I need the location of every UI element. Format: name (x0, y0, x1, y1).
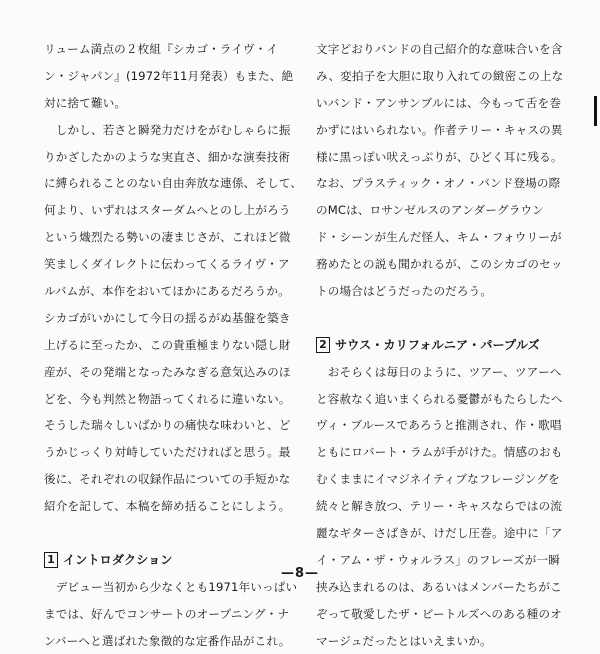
text-line: に縛られることのない自由奔放な連係、そして、 (44, 176, 303, 191)
section-2-body (316, 359, 578, 654)
text-line: うかじっくり対峙していただければと思う。最 (44, 445, 291, 460)
text-line: デビュー当初から少なくとも1971年いっぱい (44, 579, 298, 594)
text-line: 様に黒っぽい吠えっぷりが、ひどく耳に残る。 (316, 149, 563, 164)
text-line: ヴィ・ブルースであろうと推測され、作・歌唱 (316, 418, 562, 433)
text-line: かずにはいられない。作者テリー・キャスの異 (316, 122, 563, 137)
page-number: —8— (280, 566, 320, 581)
text-line: 何より、いずれはスターダムへとのし上がろう (44, 203, 291, 218)
text-line: イ・アム・ザ・ウォルラス」のフレーズが一瞬 (316, 552, 560, 567)
text-line: トの場合はどうだったのだろう。 (316, 284, 493, 299)
text-line: しかし、若さと瞬発力だけをがむしゃらに振 (44, 122, 291, 137)
text-line: 続々と解き放つ、テリー・キャスならではの流 (316, 499, 563, 514)
text-line: 上げるに至ったか、この貴重極まりない隠し財 (44, 337, 291, 352)
text-line: なお、プラスティック・オノ・バンド登場の際 (316, 176, 561, 191)
text-line: み、変拍子を大胆に取り入れての緻密この上な (316, 68, 564, 83)
text-line: ド・シーンが生んだ怪人、キム・フォウリーが (316, 230, 562, 245)
section-2-number: 2 (316, 337, 330, 353)
right-intro-paragraph (316, 36, 578, 305)
text-line: りかざしたかのような実直さ、細かな演奏技術 (44, 149, 291, 164)
text-line: と容赦なく追いまくられる憂鬱がもたらしたヘ (316, 391, 563, 406)
text-line: そうした瑞々しいばかりの痛快な味わいと、ど (44, 418, 291, 433)
left-column (44, 36, 306, 654)
text-line: おそらくは毎日のように、ツアー、ツアーへ (316, 364, 562, 379)
section-2-title: サウス・カリフォルニア・パープルズ (335, 337, 540, 352)
text-line: シカゴがいかにして今日の揺るがぬ基盤を築き (44, 310, 291, 325)
section-gap (316, 305, 578, 332)
text-line: 産が、その発端となったみなぎる意気込みのほ (44, 364, 291, 379)
section-1-number: 1 (44, 552, 58, 568)
text-line: のMCは、ロサンゼルスのアンダーグラウン (316, 203, 544, 218)
text-line: ン・ジャパン』(1972年11月発表）もまた、絶 (44, 68, 294, 83)
text-line: という熾烈たる勢いの凄まじさが、これほど微 (44, 230, 291, 245)
text-line: リューム満点の２枚組『シカゴ・ライヴ・イ (44, 42, 279, 56)
text-line: むくままにイマジネイティブなフレージングを (316, 472, 560, 487)
text-line: マージュだったとはいえまいか。 (316, 633, 492, 648)
text-line: 務めたとの説も聞かれるが、このシカゴのセッ (316, 257, 563, 272)
text-line: ともにロバート・ラムが手がけた。情感のおも (316, 445, 563, 460)
text-line: ンバーへと選ばれた象徴的な定番作品がこれ。 (44, 633, 291, 648)
section-1-title: イントロダクション (63, 552, 173, 567)
text-line: ぞって敬愛したザ・ビートルズへのある種のオ (316, 606, 562, 621)
text-line: 笑ましくダイレクトに伝わってくるライヴ・ア (44, 257, 290, 272)
text-line: 紹介を記して、本稿を締め括ることにしよう。 (44, 499, 291, 514)
text-line: ルバムが、本作をおいてほかにあるだろうか。 (44, 284, 290, 299)
text-line: 後に、それぞれの収録作品についての手短かな (44, 472, 291, 487)
text-line: いバンド・アンサンブルには、今もって舌を巻 (316, 95, 562, 110)
section-1-body (44, 574, 306, 654)
section-gap (44, 520, 306, 547)
left-intro-paragraphs (44, 36, 306, 520)
text-line: までは、好んでコンサートのオープニング・ナ (44, 606, 290, 621)
page-edge-mark (594, 96, 597, 126)
text-line: 挟み込まれるのは、あるいはメンバーたちがこ (316, 579, 562, 594)
text-line: 麗なギターさばきが、けだし圧巻。途中に「ア (316, 526, 563, 541)
text-line: 文字どおりバンドの自己紹介的な意味合いを含 (316, 42, 563, 56)
right-column (316, 36, 578, 654)
text-line: どを、今も判然と物語ってくれるに違いない。 (44, 391, 291, 406)
text-line: 対に捨て難い。 (44, 95, 127, 110)
section-2-heading (316, 332, 578, 359)
